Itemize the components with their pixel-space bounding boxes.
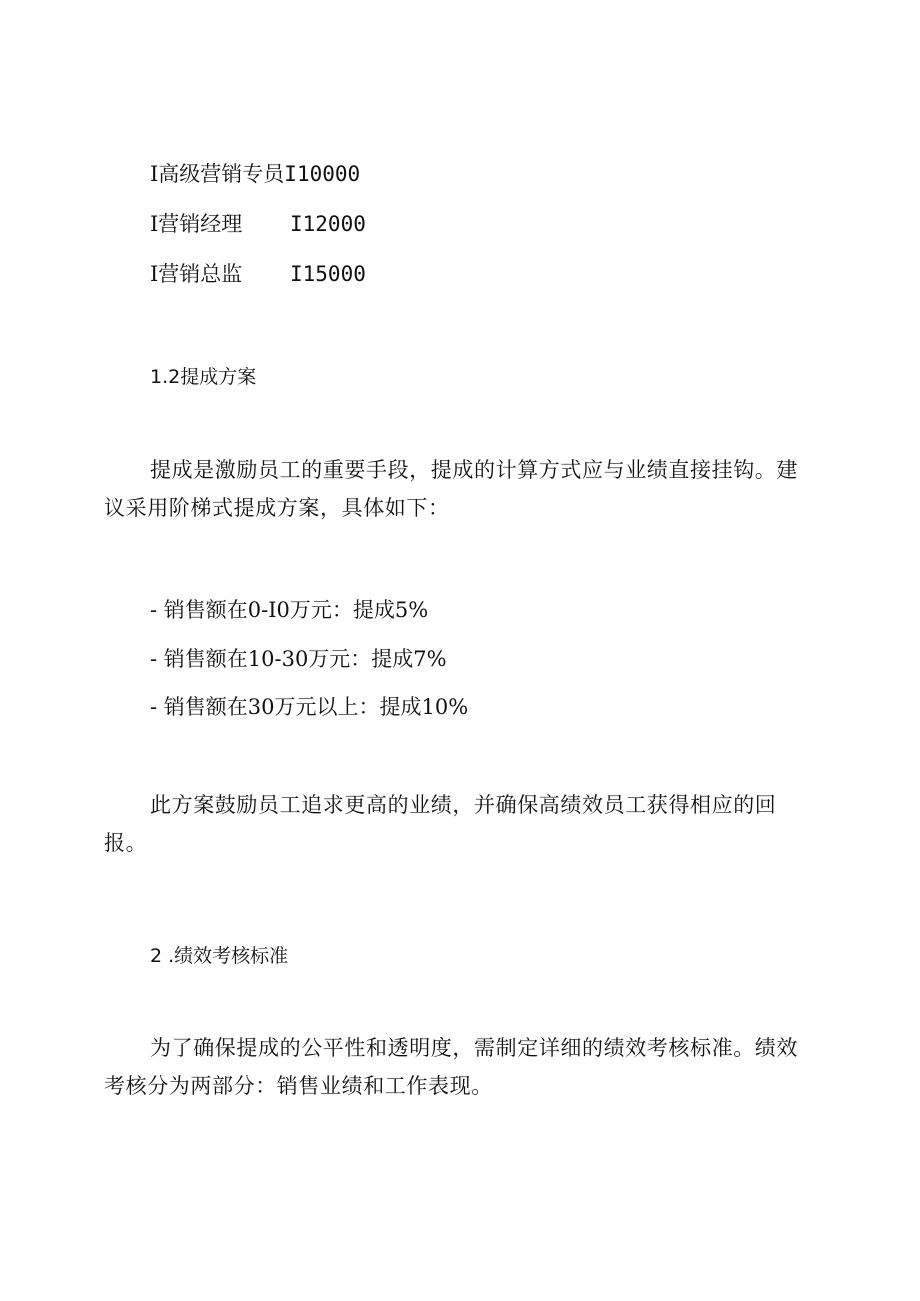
commission-tier-item: - 销售额在10-30万元：提成7% xyxy=(150,647,447,671)
section-heading-commission: 1.2提成方案 xyxy=(150,366,257,388)
commission-tier-item: - 销售额在30万元以上：提成10% xyxy=(150,695,469,719)
commission-conclusion-paragraph: 此方案鼓励员工追求更高的业绩，并确保高绩效员工获得相应的回报。 xyxy=(104,793,777,855)
commission-tier-item: - 销售额在0-I0万元：提成5% xyxy=(150,598,429,622)
salary-amount: I12000 xyxy=(290,212,366,236)
salary-position: I营销总监 xyxy=(150,262,243,286)
salary-amount: I10000 xyxy=(284,162,361,186)
salary-position: I高级营销专员 xyxy=(150,162,285,186)
salary-row xyxy=(150,260,366,288)
salary-position: I营销经理 xyxy=(150,212,243,236)
salary-row xyxy=(150,210,366,238)
salary-row xyxy=(150,160,360,188)
section-heading-performance: 2 .绩效考核标准 xyxy=(150,945,289,967)
performance-body-paragraph: 为了确保提成的公平性和透明度，需制定详细的绩效考核标准。绩效考核分为两部分：销售业绩和工作表现。 xyxy=(104,1036,798,1098)
salary-amount: I15000 xyxy=(290,262,366,286)
commission-intro-paragraph: 提成是激励员工的重要手段，提成的计算方式应与业绩直接挂钩。建议采用阶梯式提成方案，具体如下： xyxy=(104,458,798,520)
